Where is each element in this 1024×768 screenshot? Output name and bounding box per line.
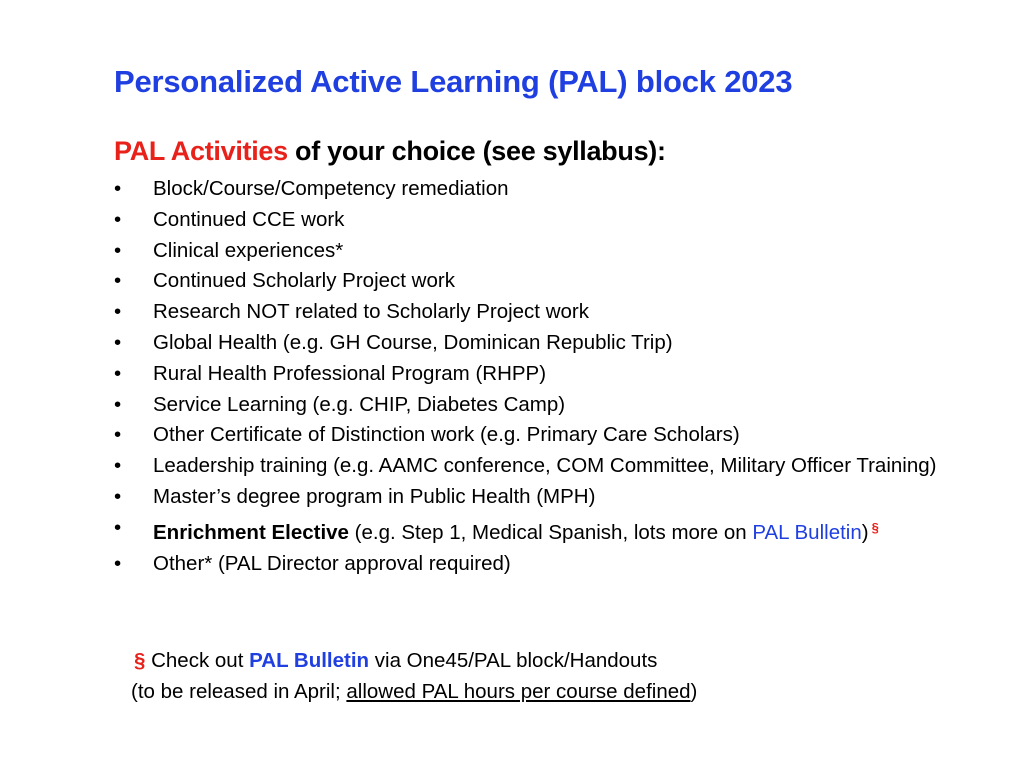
- bullet-icon: •: [114, 300, 122, 324]
- footnote-line2-close: ): [690, 679, 698, 703]
- list-item: [114, 236, 994, 267]
- footnote-text-2: via One45/PAL block/Handouts: [369, 649, 658, 672]
- list-item: [114, 451, 994, 482]
- list-item-text: Global Health (e.g. GH Course, Dominican Republic Trip): [153, 330, 673, 354]
- section-mark-superscript: §: [871, 519, 879, 535]
- footnote-line-2: [131, 677, 697, 708]
- list-item: [114, 266, 994, 297]
- list-item: [114, 420, 994, 451]
- list-item-text: Continued Scholarly Project work: [153, 269, 455, 293]
- activity-list: [114, 174, 994, 579]
- list-item-text: Clinical experiences*: [153, 238, 344, 262]
- section-mark-icon: §: [134, 649, 146, 672]
- list-item: [114, 297, 994, 328]
- list-item: [114, 205, 994, 236]
- list-item: [114, 482, 994, 513]
- bullet-icon: •: [114, 392, 122, 416]
- list-item-text: Service Learning (e.g. CHIP, Diabetes Camp): [153, 392, 566, 416]
- list-item-text: Master’s degree program in Public Health (MPH): [153, 484, 596, 508]
- bullet-icon: •: [114, 269, 122, 293]
- footnote-pal-bulletin-link[interactable]: PAL Bulletin: [249, 649, 370, 672]
- bullet-icon: •: [114, 238, 122, 262]
- pal-bulletin-link[interactable]: PAL Bulletin: [752, 520, 862, 544]
- enrichment-elective-label: Enrichment Elective: [153, 520, 349, 544]
- list-item: [114, 328, 994, 359]
- enrichment-elective-text: (e.g. Step 1, Medical Spanish, lots more on: [348, 520, 753, 544]
- list-item: [114, 174, 994, 205]
- list-item-text: Block/Course/Competency remediation: [153, 177, 509, 200]
- list-item-text: Leadership training (e.g. AAMC conference, COM Committee, Military Officer Training): [153, 454, 937, 478]
- list-item-text: Continued CCE work: [153, 207, 345, 231]
- list-item-text: Research NOT related to Scholarly Project work: [153, 300, 589, 324]
- bullet-icon: •: [114, 177, 122, 200]
- footnote-line2-open: (to be released in April;: [131, 679, 347, 703]
- bullet-icon: •: [114, 330, 122, 354]
- bullet-icon: •: [114, 551, 122, 575]
- list-item-text: Other Certificate of Distinction work (e.g. Primary Care Scholars): [153, 423, 740, 447]
- bullet-icon: •: [114, 361, 122, 385]
- list-item: [114, 390, 994, 421]
- subheading-rest: of your choice (see syllabus):: [287, 136, 666, 166]
- footnote: [132, 646, 697, 708]
- list-item: [114, 359, 994, 390]
- slide-title: Personalized Active Learning (PAL) block 2023: [114, 64, 793, 99]
- pal-activities-label: PAL Activities: [114, 136, 288, 166]
- bullet-icon: •: [114, 484, 122, 508]
- list-item: [114, 549, 994, 580]
- bullet-icon: •: [114, 515, 122, 539]
- footnote-line-1: [132, 646, 697, 677]
- list-item-text: Rural Health Professional Program (RHPP): [153, 361, 547, 385]
- bullet-icon: •: [114, 423, 122, 447]
- allowed-hours-note: allowed PAL hours per course defined: [346, 679, 691, 703]
- enrichment-elective-item: [114, 513, 994, 549]
- bullet-icon: •: [114, 207, 122, 231]
- bullet-icon: •: [114, 454, 122, 478]
- activities-subheading: [114, 136, 666, 167]
- list-item-text: Other* (PAL Director approval required): [153, 551, 511, 575]
- enrichment-close-paren: ): [861, 520, 869, 544]
- footnote-text-1: Check out: [145, 649, 250, 672]
